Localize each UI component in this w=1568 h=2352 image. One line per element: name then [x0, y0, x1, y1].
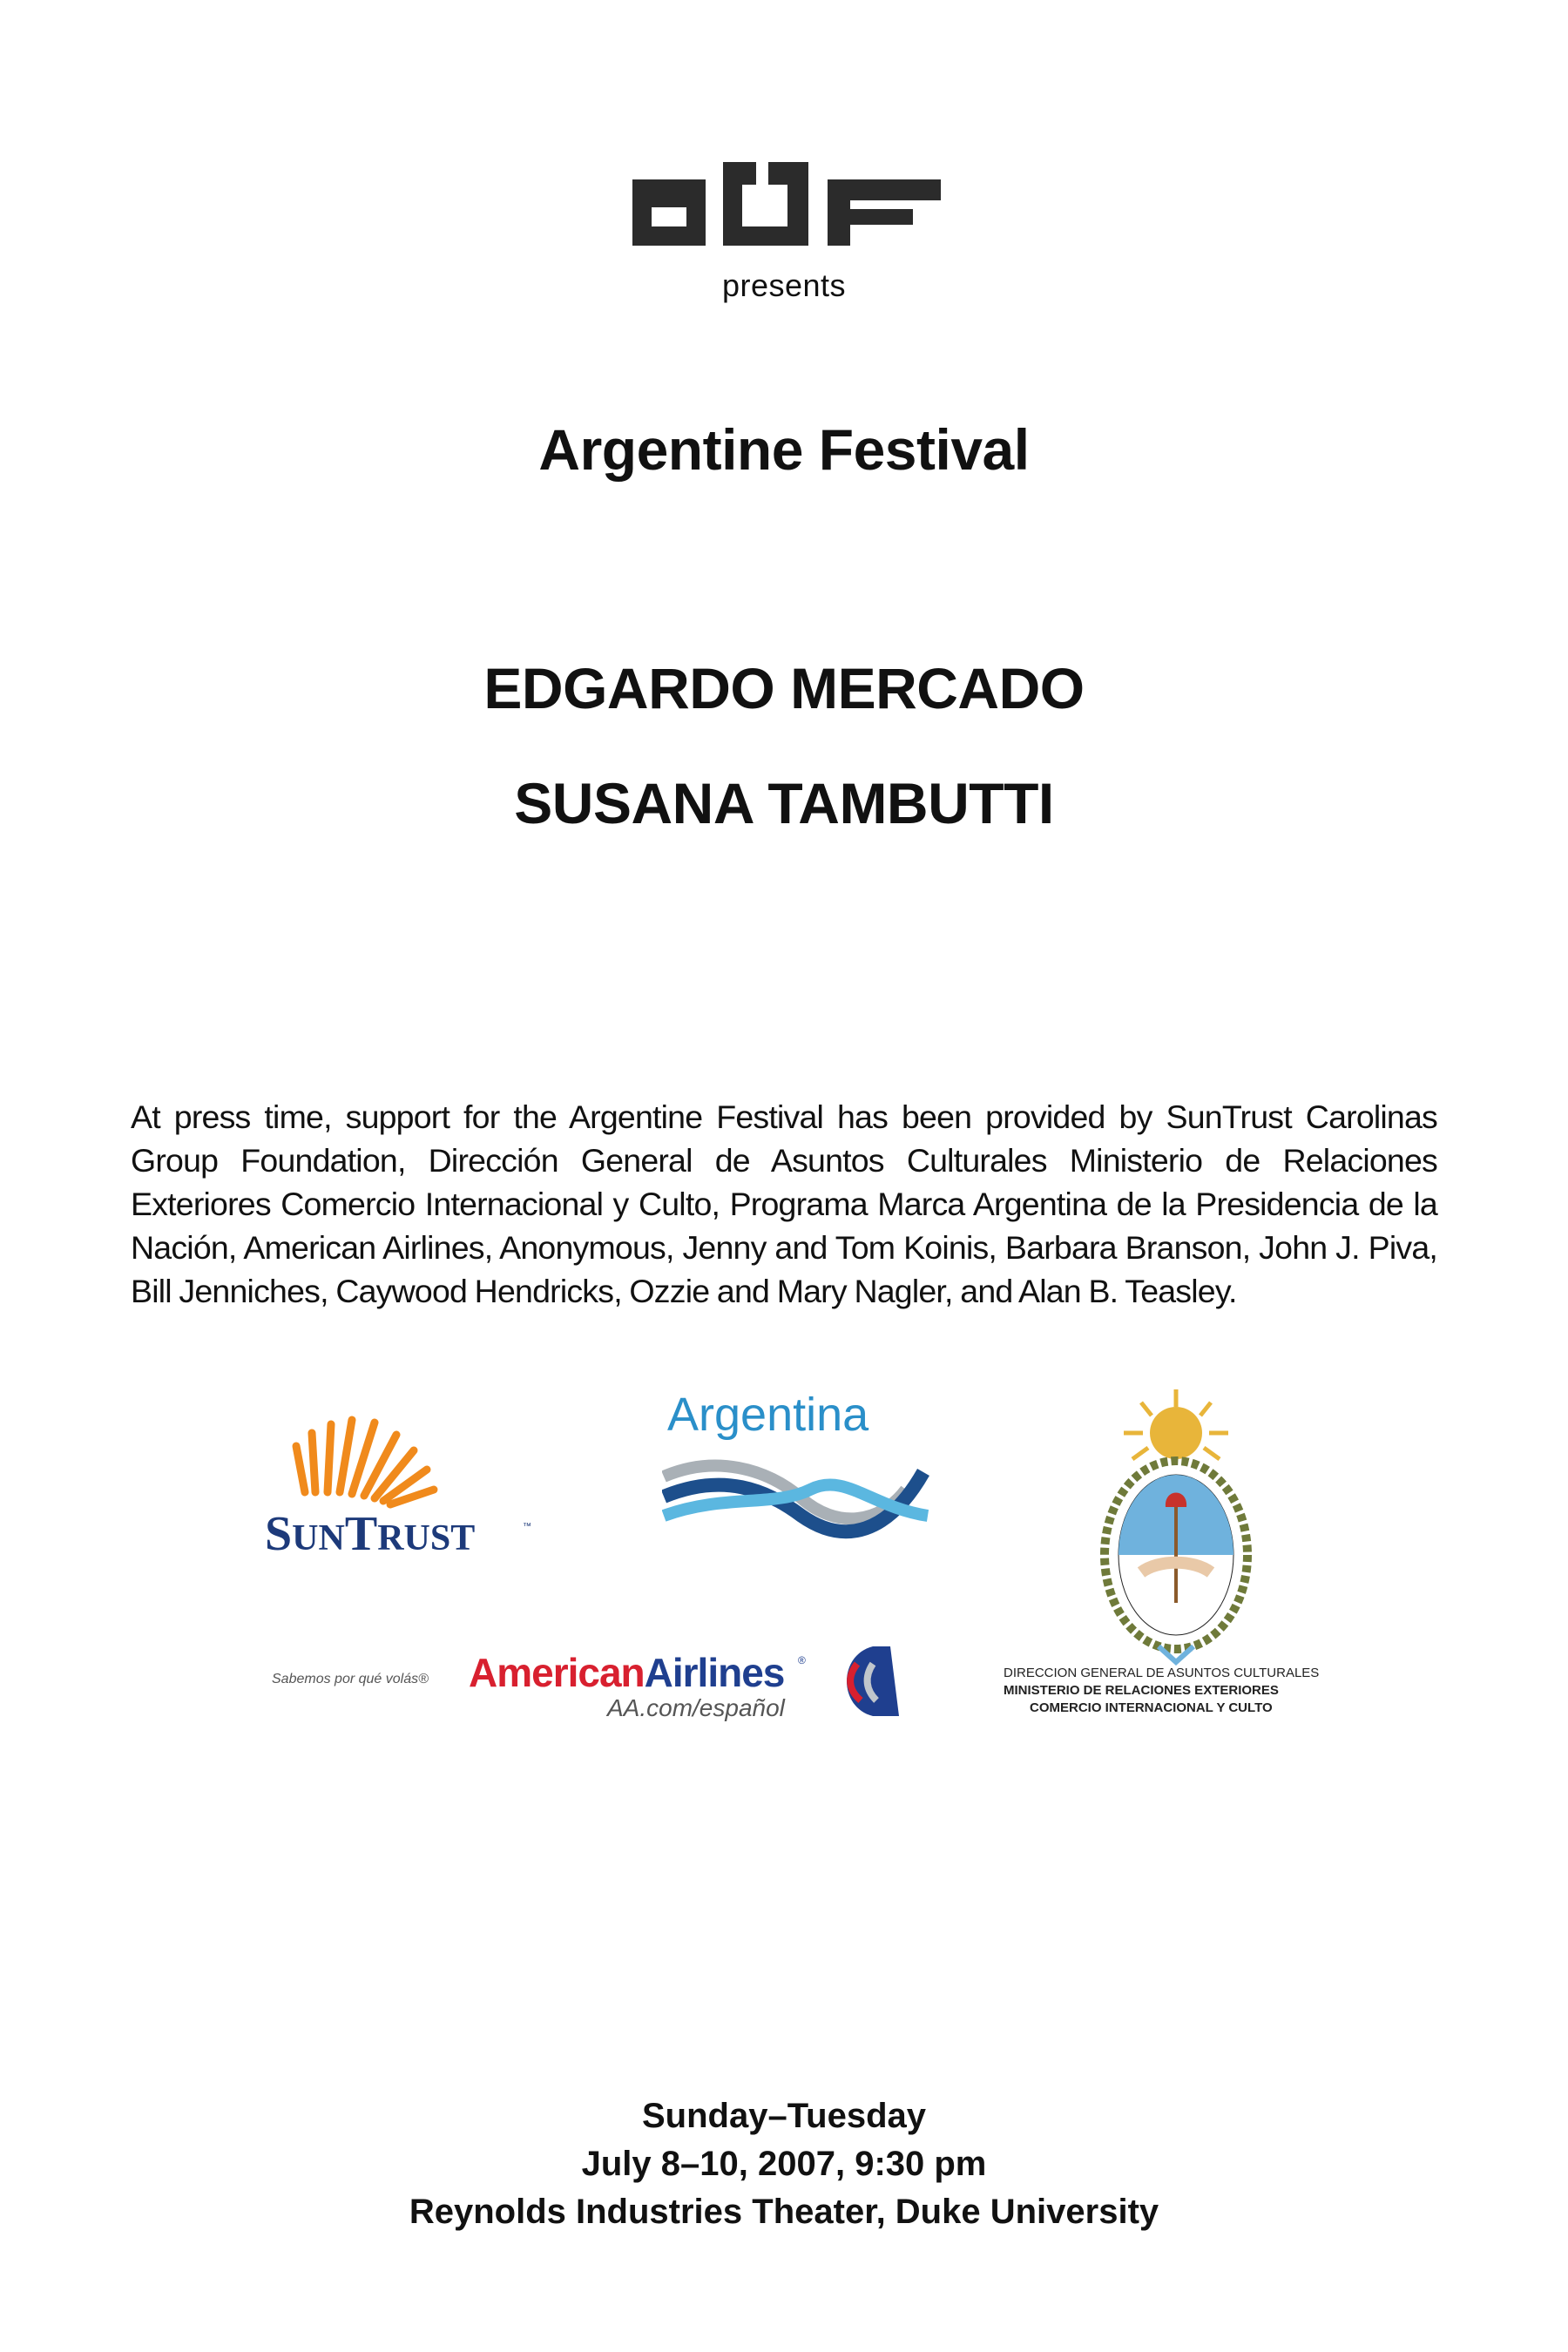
american-airlines-logo — [272, 1638, 916, 1725]
festival-title: Argentine Festival — [538, 417, 1030, 482]
event-datetime: July 8–10, 2007, 9:30 pm — [581, 2145, 987, 2183]
aa-tagline: Sabemos por qué volás® — [272, 1672, 429, 1686]
ministerio-line: DIRECCION GENERAL DE ASUNTOS CULTURALES — [1004, 1666, 1320, 1680]
svg-text:™: ™ — [523, 1522, 531, 1531]
event-venue: Reynolds Industries Theater, Duke University — [409, 2193, 1159, 2231]
ministerio-line: MINISTERIO DE RELACIONES EXTERIORES — [1004, 1683, 1279, 1698]
adf-logo-mark — [625, 159, 944, 256]
argentina-coat-of-arms — [1080, 1385, 1272, 1681]
adf-logo — [625, 159, 944, 256]
event-days: Sunday–Tuesday — [641, 2097, 927, 2135]
coat-of-arms-icon — [1080, 1385, 1272, 1681]
aa-name: AmericanAirlines — [469, 1650, 785, 1695]
ministerio-text — [1002, 1663, 1368, 1724]
artist-name: EDGARDO MERCADO — [483, 656, 1085, 720]
presents-label: presents — [721, 267, 847, 303]
ministerio-line: COMERCIO INTERNACIONAL Y CULTO — [1030, 1700, 1273, 1715]
artist-name: SUSANA TAMBUTTI — [514, 771, 1054, 835]
argentina-brand-logo — [662, 1385, 941, 1559]
ministerio-lines — [1002, 1663, 1368, 1724]
argentina-wave-icon — [662, 1385, 941, 1559]
suntrust-logo — [261, 1398, 540, 1559]
suntrust-sun-icon — [261, 1398, 540, 1559]
aa-url: AA.com/español — [607, 1694, 785, 1721]
aa-eagle-icon — [847, 1646, 899, 1716]
american-airlines-wordmark — [272, 1638, 916, 1725]
suntrust-wordmark: SUNTRUST — [265, 1507, 476, 1559]
argentina-wordmark: Argentina — [667, 1389, 869, 1441]
svg-text:®: ® — [798, 1654, 806, 1666]
support-paragraph: At press time, support for the Argentine Festival has been provided by SunTrust Carolinas Group Foundation, Dirección General de Asuntos Culturales Ministerio de Relaciones Exteriores Comercio Internacional y Culto, Programa Marca Argentina de la Presidencia de la Nación, American Airlines, Anonymous, Jenny and Tom Koinis, Barbara Branson, John J. Piva, Bill Jenniches, Caywood Hendricks, Ozzie and Mary Nagler, and Alan B. Teasley. — [131, 1098, 1437, 1309]
